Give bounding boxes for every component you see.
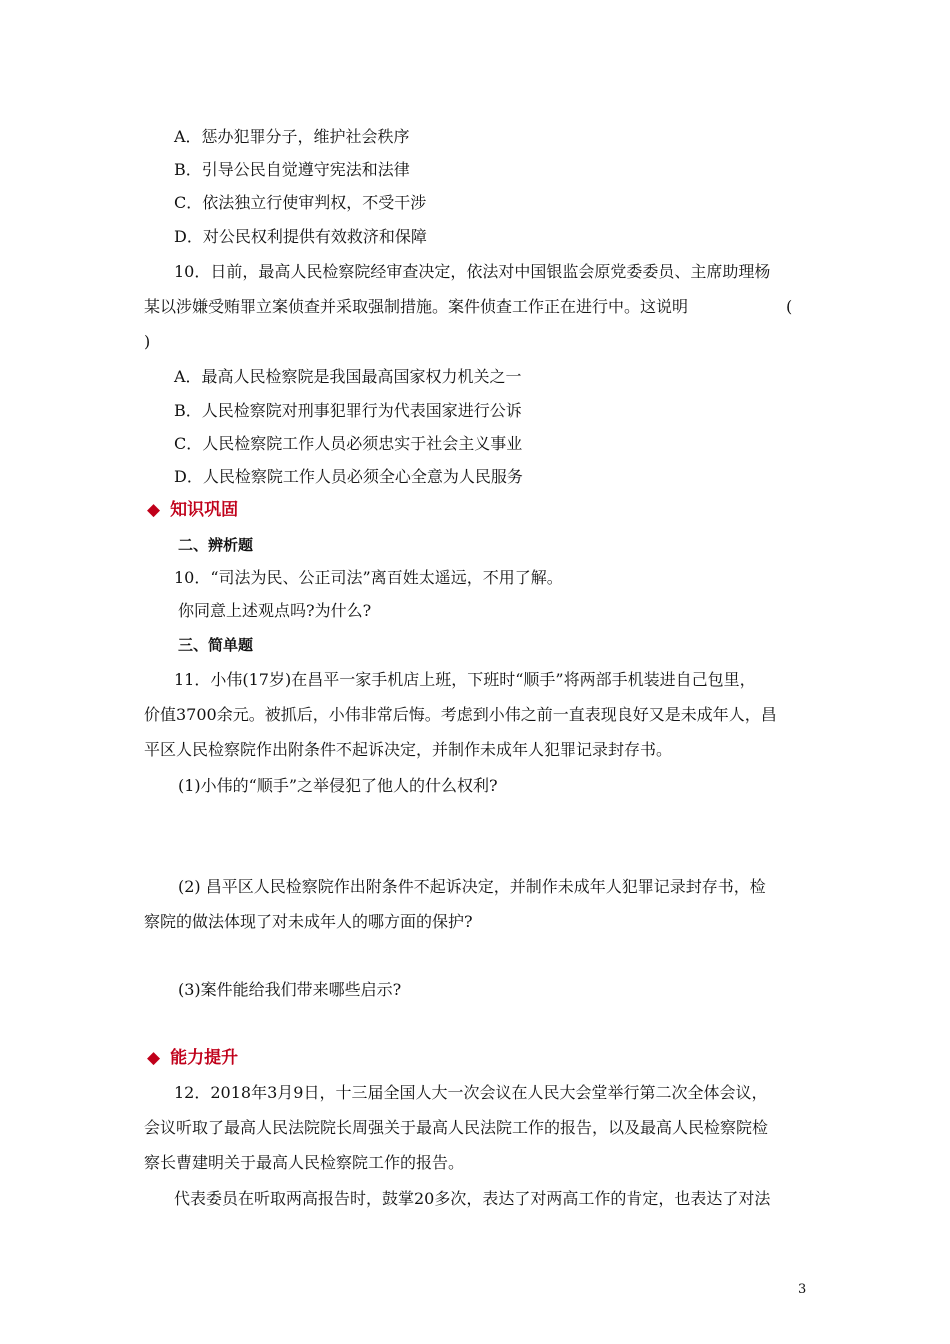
section-title: 知识巩固 xyxy=(170,500,239,520)
q12-line3: 察长曹建明关于最高人民检察院工作的报告。 xyxy=(144,1153,465,1172)
q10-paren-open: ( xyxy=(786,297,793,316)
q9-option-d: D．对公民权利提供有效救济和保障 xyxy=(174,227,427,246)
q10-option-d: D．人民检察院工作人员必须全心全意为人民服务 xyxy=(174,467,523,486)
q11-subquestion-2-line2: 察院的做法体现了对未成年人的哪方面的保护? xyxy=(144,912,473,931)
diamond-icon: ◆ xyxy=(147,500,161,520)
diamond-icon: ◆ xyxy=(147,1048,161,1068)
q11-subquestion-1: (1)小伟的“顺手”之举侵犯了他人的什么权利? xyxy=(178,776,498,795)
q11-line1: 11．小伟(17岁)在昌平一家手机店上班，下班时“顺手”将两部手机装进自己包里， xyxy=(174,670,756,689)
section-heading-consolidate xyxy=(147,500,238,520)
page-number: 3 xyxy=(798,1282,807,1297)
q10b-line2: 你同意上述观点吗?为什么? xyxy=(178,601,372,620)
q10-option-a: A．最高人民检察院是我国最高国家权力机关之一 xyxy=(174,367,522,386)
q9-option-b: B．引导公民自觉遵守宪法和法律 xyxy=(174,160,410,179)
q10-stem-line2: 某以涉嫌受贿罪立案侦查并采取强制措施。案件侦查工作正在进行中。这说明 xyxy=(144,297,689,316)
subheading-analysis: 二、辨析题 xyxy=(178,536,254,554)
subheading-short-answer: 三、简单题 xyxy=(178,636,254,654)
q11-line2: 价值3700余元。被抓后，小伟非常后悔。考虑到小伟之前一直表现良好又是未成年人，昌 xyxy=(144,705,777,724)
q10-paren-close: ) xyxy=(144,332,151,351)
q12-line4: 代表委员在听取两高报告时，鼓掌20多次，表达了对两高工作的肯定，也表达了对法 xyxy=(174,1189,771,1208)
section-heading-ability xyxy=(147,1048,238,1068)
q9-option-a: A．惩办犯罪分子，维护社会秩序 xyxy=(174,127,410,146)
q11-subquestion-3: (3)案件能给我们带来哪些启示? xyxy=(178,980,402,999)
q10-stem-line1: 10．日前，最高人民检察院经审查决定，依法对中国银监会原党委委员、主席助理杨 xyxy=(174,262,771,281)
q9-option-c: C．依法独立行使审判权，不受干涉 xyxy=(174,193,427,212)
q11-line3: 平区人民检察院作出附条件不起诉决定，并制作未成年人犯罪记录封存书。 xyxy=(144,740,673,759)
q10-option-b: B．人民检察院对刑事犯罪行为代表国家进行公诉 xyxy=(174,401,522,420)
q12-line2: 会议听取了最高人民法院院长周强关于最高人民法院工作的报告，以及最高人民检察院检 xyxy=(144,1118,769,1137)
section-title: 能力提升 xyxy=(170,1048,239,1068)
q10b-line1: 10．“司法为民、公正司法”离百姓太遥远，不用了解。 xyxy=(174,568,563,587)
q11-subquestion-2-line1: (2) 昌平区人民检察院作出附条件不起诉决定，并制作未成年人犯罪记录封存书，检 xyxy=(178,877,766,896)
q10-option-c: C．人民检察院工作人员必须忠实于社会主义事业 xyxy=(174,434,523,453)
q12-line1: 12．2018年3月9日，十三届全国人大一次会议在人民大会堂举行第二次全体会议， xyxy=(174,1083,768,1102)
